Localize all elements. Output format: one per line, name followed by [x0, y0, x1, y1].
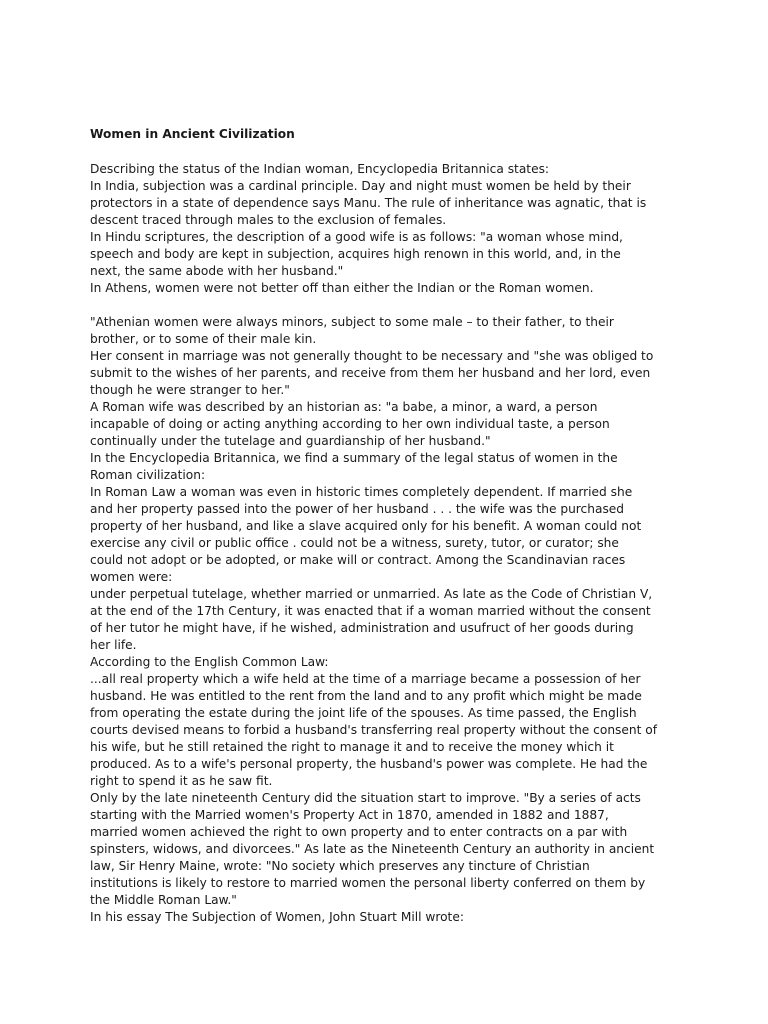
- text-line: of her tutor he might have, if he wished, administration and usufruct of her goods during: [90, 621, 634, 635]
- text-line: In India, subjection was a cardinal principle. Day and night must women be held by their: [90, 179, 631, 193]
- text-line: property of her husband, and like a slave acquired only for his benefit. A woman could not: [90, 519, 642, 533]
- text-line: Roman civilization:: [90, 468, 206, 482]
- text-line: speech and body are kept in subjection, acquires high renown in this world, and, in the: [90, 247, 621, 261]
- paragraph-gap: [90, 297, 690, 314]
- text-line: under perpetual tutelage, whether married or unmarried. As late as the Code of Christian V,: [90, 587, 653, 601]
- text-line: from operating the estate during the joint life of the spouses. As time passed, the English: [90, 706, 637, 720]
- text-line: her life.: [90, 638, 137, 652]
- text-line: A Roman wife was described by an historian as: "a babe, a minor, a ward, a person: [90, 400, 598, 414]
- paragraph-block-1: [90, 161, 690, 297]
- text-line: institutions is likely to restore to married women the personal liberty conferred on them by: [90, 876, 646, 890]
- text-line: In Roman Law a woman was even in historic times completely dependent. If married she: [90, 485, 633, 499]
- text-line: exercise any civil or public office . could not be a witness, surety, tutor, or curator; she: [90, 536, 619, 550]
- text-line: "Athenian women were always minors, subject to some male – to their father, to their: [90, 315, 614, 329]
- text-line: produced. As to a wife's personal property, the husband's power was complete. He had the: [90, 757, 648, 771]
- text-line: In Hindu scriptures, the description of a good wife is as follows: "a woman whose mind,: [90, 230, 623, 244]
- text-line: continually under the tutelage and guardianship of her husband.": [90, 434, 491, 448]
- text-line: Only by the late nineteenth Century did the situation start to improve. "By a series of acts: [90, 791, 641, 805]
- text-line: In the Encyclopedia Britannica, we find a summary of the legal status of women in the: [90, 451, 618, 465]
- text-line: the Middle Roman Law.": [90, 893, 237, 907]
- text-line: ...all real property which a wife held at the time of a marriage became a possession of her: [90, 672, 641, 686]
- text-line: brother, or to some of their male kin.: [90, 332, 317, 346]
- text-line: starting with the Married women's Property Act in 1870, amended in 1882 and 1887,: [90, 808, 609, 822]
- text-line: Describing the status of the Indian woman, Encyclopedia Britannica states:: [90, 162, 550, 176]
- text-line: women were:: [90, 570, 173, 584]
- text-line: Her consent in marriage was not generally thought to be necessary and "she was obliged to: [90, 349, 654, 363]
- text-line: descent traced through males to the exclusion of females.: [90, 213, 447, 227]
- text-line: his wife, but he still retained the right to manage it and to receive the money which it: [90, 740, 614, 754]
- text-line: could not adopt or be adopted, or make will or contract. Among the Scandinavian races: [90, 553, 626, 567]
- text-line: In Athens, women were not better off than either the Indian or the Roman women.: [90, 281, 594, 295]
- text-line: at the end of the 17th Century, it was enacted that if a woman married without the consent: [90, 604, 651, 618]
- text-line: In his essay The Subjection of Women, John Stuart Mill wrote:: [90, 910, 464, 924]
- text-line: right to spend it as he saw fit.: [90, 774, 273, 788]
- text-line: spinsters, widows, and divorcees." As late as the Nineteenth Century an authority in ancient: [90, 842, 655, 856]
- text-line: though he were stranger to her.": [90, 383, 290, 397]
- text-line: incapable of doing or acting anything according to her own individual taste, a person: [90, 417, 610, 431]
- text-line: married women achieved the right to own property and to enter contracts on a par with: [90, 825, 628, 839]
- text-line: courts devised means to forbid a husband's transferring real property without the consent of: [90, 723, 658, 737]
- paragraph-block-2: [90, 314, 690, 926]
- text-line: and her property passed into the power of her husband . . . the wife was the purchased: [90, 502, 625, 516]
- text-line: next, the same abode with her husband.": [90, 264, 344, 278]
- document-title: Women in Ancient Civilization: [90, 127, 295, 141]
- text-line: husband. He was entitled to the rent from the land and to any profit which might be made: [90, 689, 642, 703]
- text-line: submit to the wishes of her parents, and receive from them her husband and her lord, even: [90, 366, 651, 380]
- text-line: protectors in a state of dependence says Manu. The rule of inheritance was agnatic, that is: [90, 196, 647, 210]
- text-line: law, Sir Henry Maine, wrote: "No society which preserves any tincture of Christian: [90, 859, 590, 873]
- document-page: [90, 126, 690, 926]
- text-line: According to the English Common Law:: [90, 655, 329, 669]
